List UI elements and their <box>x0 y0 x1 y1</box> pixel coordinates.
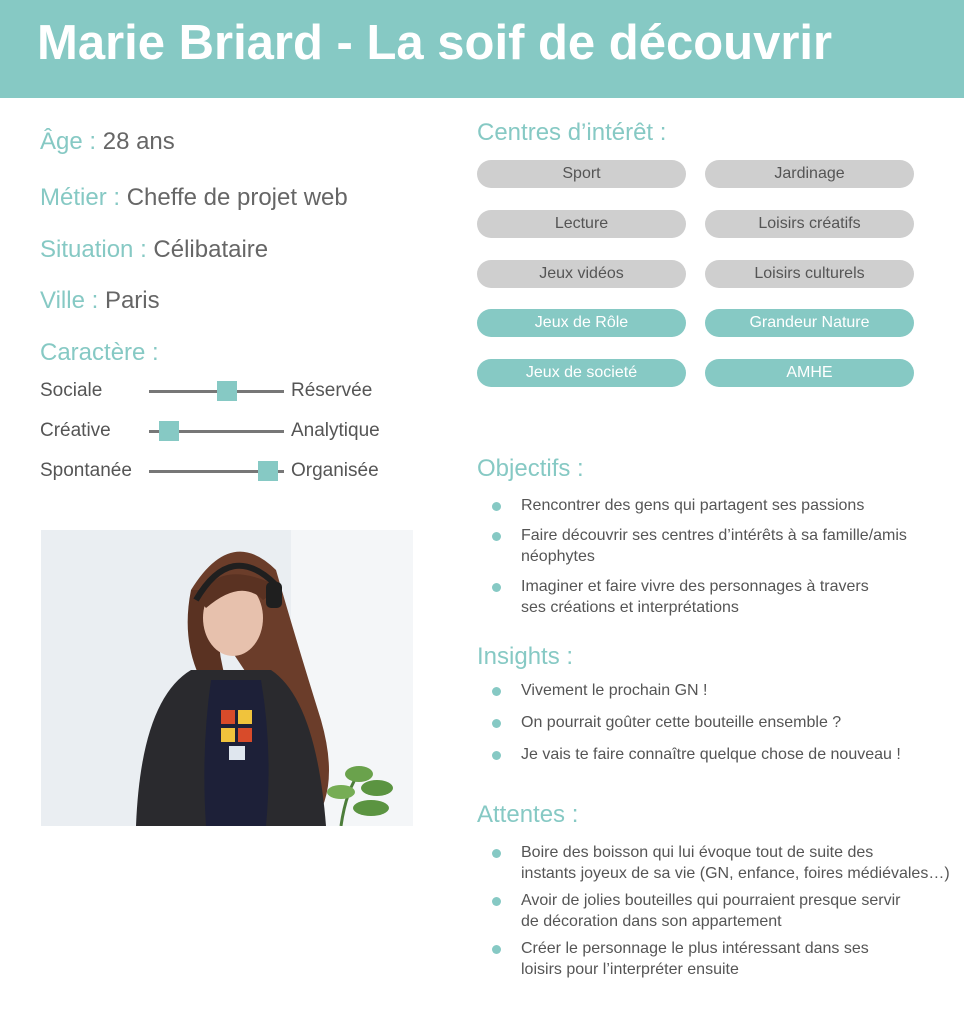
bullet-text-line: néophytes <box>521 548 595 565</box>
header-banner <box>0 0 964 98</box>
trait-left-label: Spontanée <box>40 460 132 481</box>
bullet-dot <box>492 897 501 906</box>
bullet-dot <box>492 687 501 696</box>
trait-slider-thumb <box>258 461 278 481</box>
situation-label: Situation : <box>40 236 147 263</box>
bullet-item <box>492 576 962 618</box>
page-title: Marie Briard - La soif de découvrir <box>37 16 833 70</box>
expectations-title: Attentes : <box>477 801 579 828</box>
trait-slider-row <box>40 420 400 444</box>
bullet-dot <box>492 583 501 592</box>
city-label: Ville : <box>40 287 99 314</box>
trait-right-label: Réservée <box>291 380 373 401</box>
interest-tag: AMHE <box>705 359 914 387</box>
bullet-item <box>492 744 962 765</box>
character-title: Caractère : <box>40 339 159 366</box>
bullet-item <box>492 712 962 733</box>
objectives-title: Objectifs : <box>477 455 584 482</box>
bullet-text-line: Avoir de jolies bouteilles qui pourraient presque servir <box>521 892 901 909</box>
expectations-list <box>492 842 962 980</box>
job-label: Métier : <box>40 184 121 211</box>
portrait-illustration <box>41 530 413 826</box>
bullet-text-line: loisirs pour l’interpréter ensuite <box>521 961 739 978</box>
trait-slider-track <box>149 430 284 433</box>
trait-left-label: Créative <box>40 420 111 441</box>
trait-slider-track <box>149 470 284 473</box>
age-label: Âge : <box>40 128 97 155</box>
trait-slider-thumb <box>159 421 179 441</box>
bullet-dot <box>492 719 501 728</box>
insights-list <box>492 680 962 765</box>
trait-slider-track <box>149 390 284 393</box>
interests-title: Centres d’intérêt : <box>477 119 667 146</box>
interest-tag: Jeux de Rôle <box>477 309 686 337</box>
interest-tag: Loisirs créatifs <box>705 210 914 238</box>
bullet-dot <box>492 849 501 858</box>
bullet-text-line: de décoration dans son appartement <box>521 913 782 930</box>
trait-right-label: Organisée <box>291 460 379 481</box>
insights-title: Insights : <box>477 643 574 670</box>
interest-tag: Sport <box>477 160 686 188</box>
portrait-photo <box>41 530 413 826</box>
bullet-item <box>492 842 962 884</box>
interest-tag: Jeux de societé <box>477 359 686 387</box>
bullet-text-line: Créer le personnage le plus intéressant dans ses <box>521 940 869 957</box>
bullet-text-line: Vivement le prochain GN ! <box>521 682 708 699</box>
bullet-text-line: Je vais te faire connaître quelque chose de nouveau ! <box>521 746 901 763</box>
trait-slider-row <box>40 380 400 404</box>
age-value: 28 ans <box>102 128 175 155</box>
job-value: Cheffe de projet web <box>126 184 348 211</box>
interest-tag: Grandeur Nature <box>705 309 914 337</box>
bullet-text-line: Imaginer et faire vivre des personnages à travers <box>521 578 869 595</box>
interest-tag: Lecture <box>477 210 686 238</box>
bullet-item <box>492 938 962 980</box>
bullet-item <box>492 680 962 701</box>
city-field <box>40 287 160 315</box>
interest-tag: Jardinage <box>705 160 914 188</box>
job-field <box>40 184 348 212</box>
trait-left-label: Sociale <box>40 380 103 401</box>
trait-slider-row <box>40 460 400 484</box>
age-field <box>40 128 175 156</box>
situation-value: Célibataire <box>153 236 269 263</box>
bullet-dot <box>492 502 501 511</box>
bullet-text-line: Faire découvrir ses centres d’intérêts à sa famille/amis <box>521 527 907 544</box>
bullet-text-line: instants joyeux de sa vie (GN, enfance, foires médiévales…) <box>521 865 950 882</box>
bullet-text-line: ses créations et interprétations <box>521 599 739 616</box>
bullet-item <box>492 525 962 567</box>
bullet-item <box>492 890 962 932</box>
objectives-list <box>492 495 962 618</box>
bullet-dot <box>492 532 501 541</box>
bullet-dot <box>492 945 501 954</box>
trait-right-label: Analytique <box>291 420 380 441</box>
city-value: Paris <box>104 287 160 314</box>
bullet-item <box>492 495 962 516</box>
bullet-text-line: Rencontrer des gens qui partagent ses passions <box>521 497 865 514</box>
bullet-text-line: On pourrait goûter cette bouteille ensemble ? <box>521 714 842 731</box>
trait-slider-thumb <box>217 381 237 401</box>
bullet-dot <box>492 751 501 760</box>
interest-tag: Loisirs culturels <box>705 260 914 288</box>
bullet-text-line: Boire des boisson qui lui évoque tout de suite des <box>521 844 874 861</box>
interest-tag: Jeux vidéos <box>477 260 686 288</box>
situation-field <box>40 236 268 264</box>
